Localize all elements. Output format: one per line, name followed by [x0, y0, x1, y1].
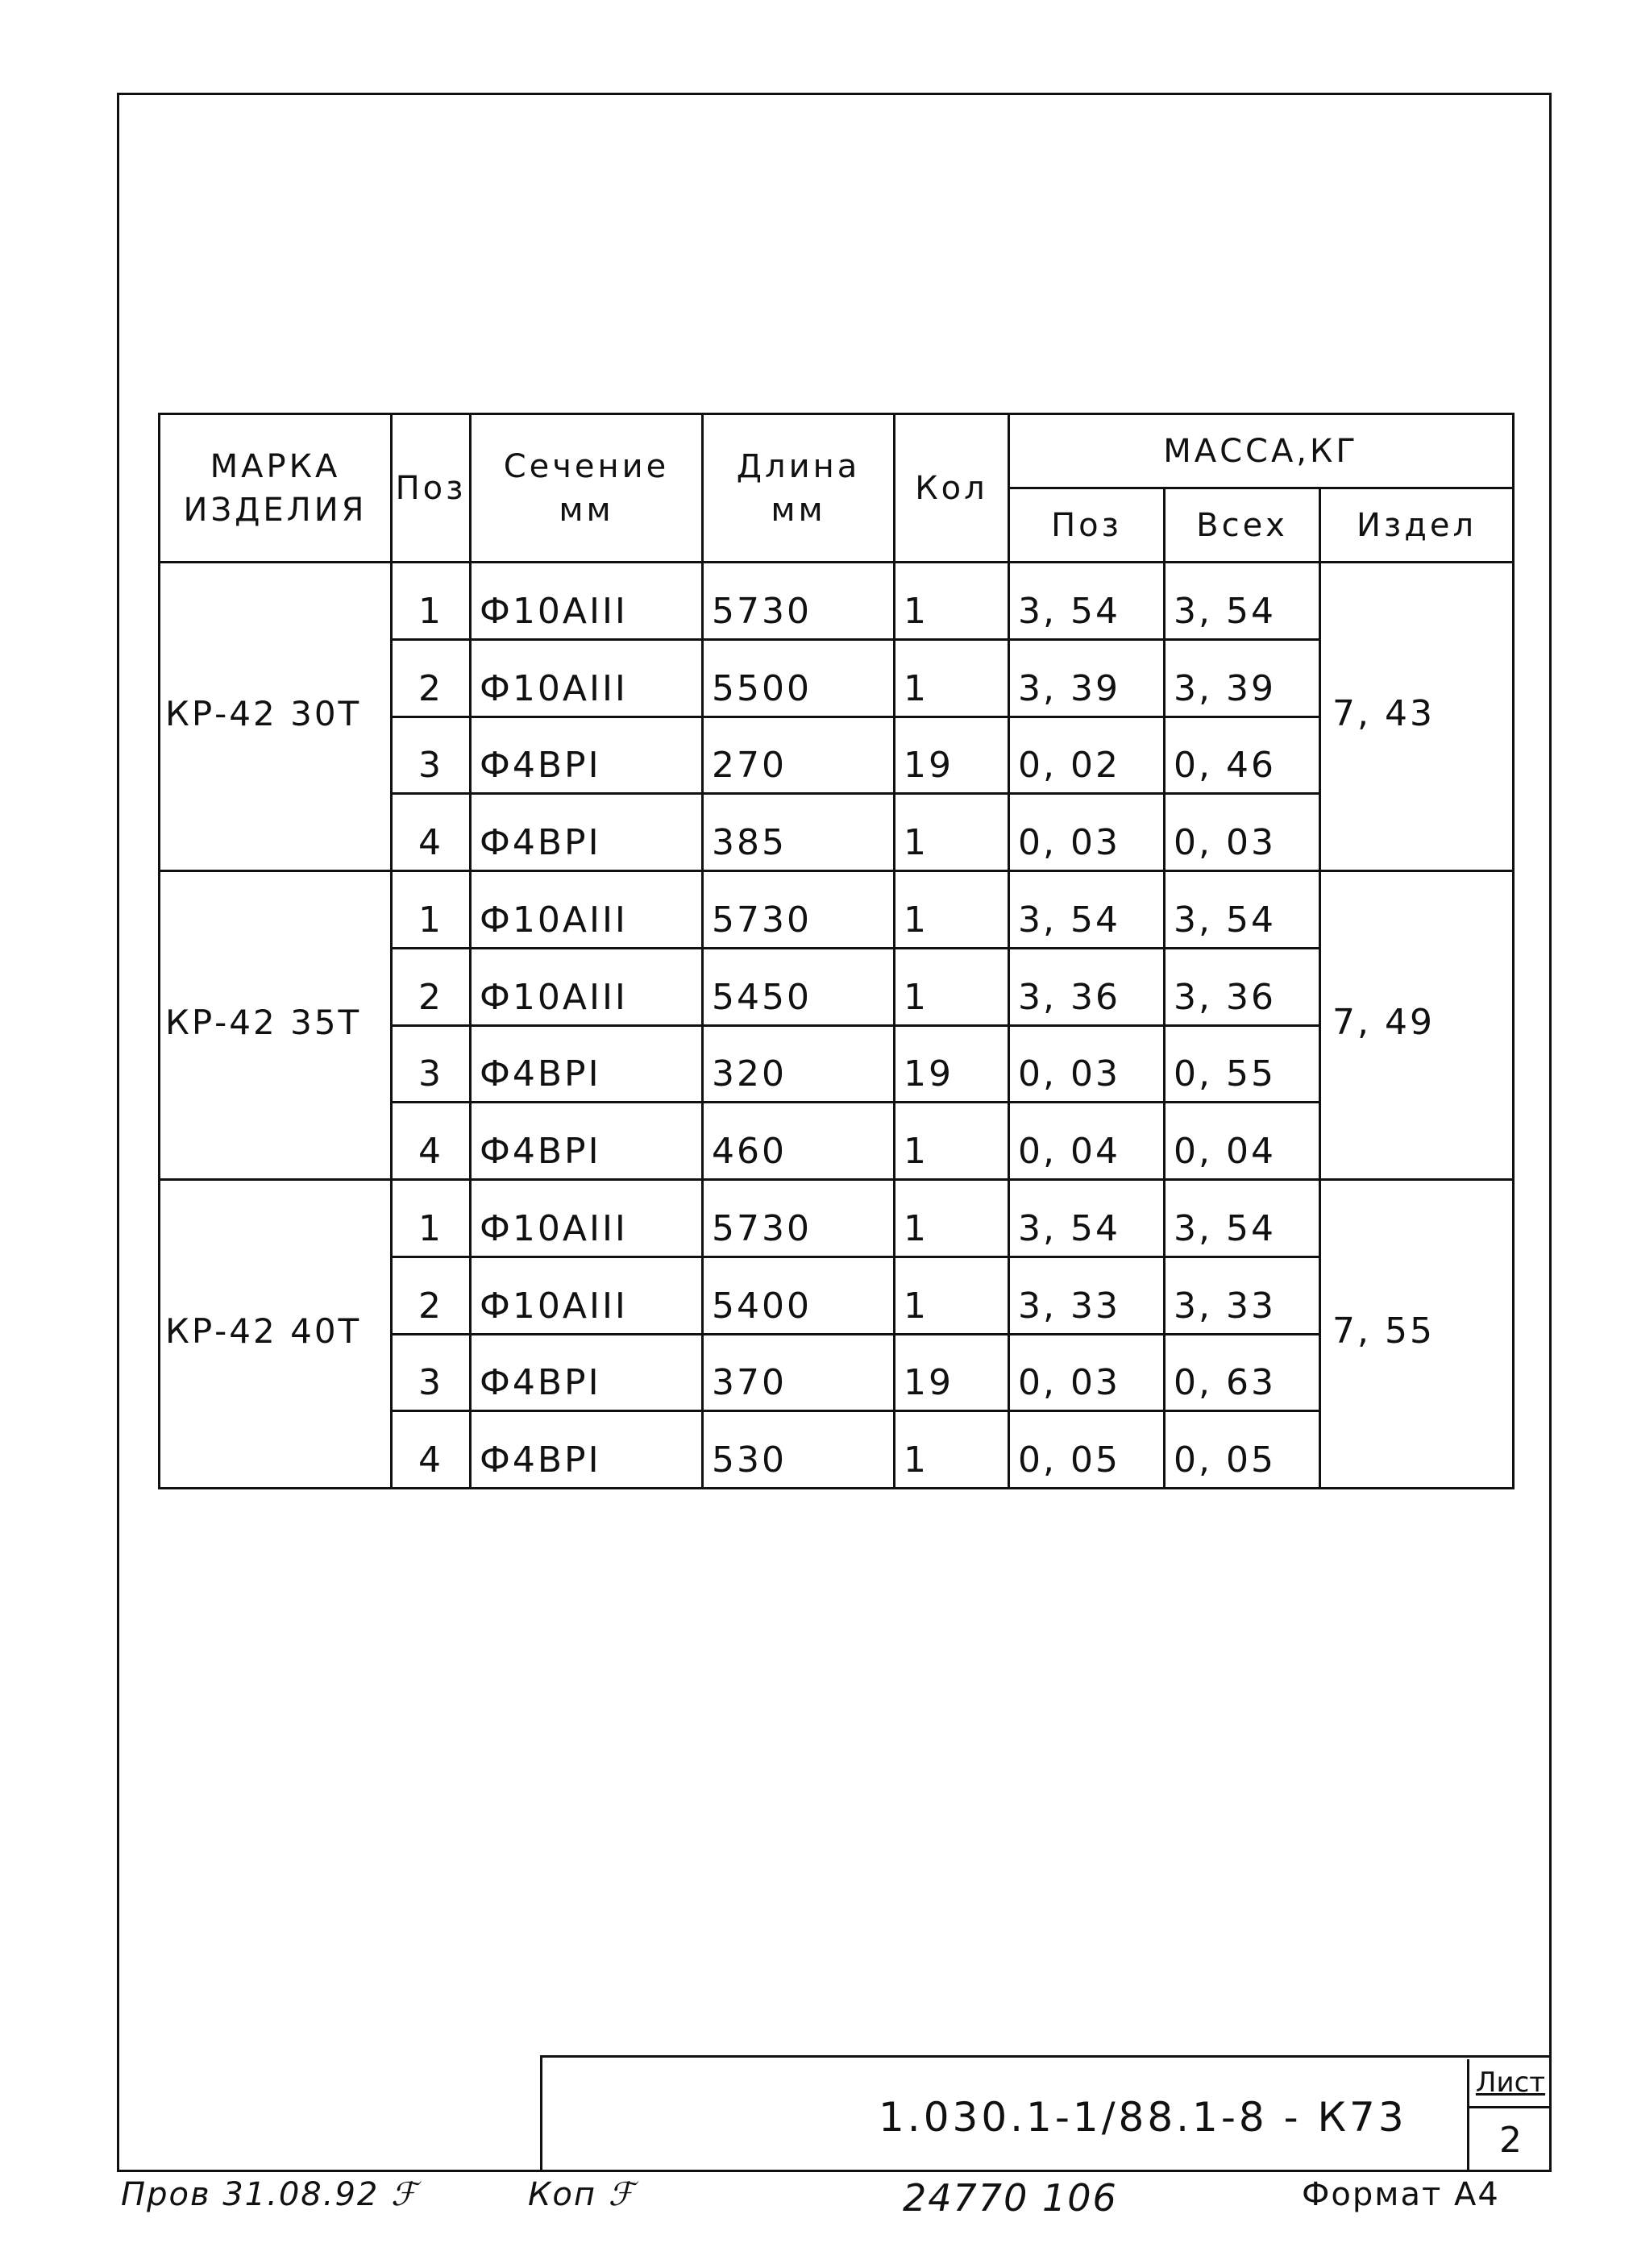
mass-pos-cell: 0, 04 [1009, 1103, 1165, 1180]
qty-cell: 1 [895, 639, 1009, 717]
footer-format: Формат А4 [1302, 2176, 1500, 2213]
sheet-box [1467, 2059, 1552, 2172]
length-cell: 460 [703, 1103, 895, 1180]
mass-all-cell: 3, 33 [1165, 1257, 1320, 1334]
header-mass-pos: Поз [1009, 488, 1165, 563]
pos-cell: 2 [392, 639, 471, 717]
length-cell: 5730 [703, 1180, 895, 1257]
mass-all-cell: 0, 46 [1165, 717, 1320, 794]
checked-text: Пров 31.08.92 [121, 2176, 380, 2213]
mass-all-cell: 3, 39 [1165, 639, 1320, 717]
section-cell: Ф4ВРI [471, 1025, 703, 1103]
sheet-label: Лист [1469, 2059, 1552, 2108]
qty-cell: 19 [895, 717, 1009, 794]
qty-cell: 19 [895, 1025, 1009, 1103]
mass-all-cell: 0, 55 [1165, 1025, 1320, 1103]
qty-cell: 19 [895, 1334, 1009, 1411]
mass-all-cell: 0, 03 [1165, 794, 1320, 871]
pos-cell: 3 [392, 1334, 471, 1411]
table-row [160, 871, 1514, 949]
header-qty: Кол [895, 414, 1009, 563]
header-section: Сечение мм [471, 414, 703, 563]
qty-cell: 1 [895, 1180, 1009, 1257]
footer-copied [528, 2176, 635, 2213]
section-cell: Ф10АIII [471, 639, 703, 717]
mass-pos-cell: 3, 36 [1009, 948, 1165, 1025]
qty-cell: 1 [895, 563, 1009, 640]
section-cell: Ф10АIII [471, 948, 703, 1025]
mass-pos-cell: 3, 54 [1009, 871, 1165, 949]
footer-checked [121, 2176, 418, 2213]
mass-pos-cell: 0, 05 [1009, 1411, 1165, 1489]
header-length: Длина мм [703, 414, 895, 563]
signature-copied: ℱ [608, 2176, 636, 2213]
mass-pos-cell: 3, 33 [1009, 1257, 1165, 1334]
section-cell: Ф4ВРI [471, 717, 703, 794]
pos-cell: 4 [392, 1103, 471, 1180]
pos-cell: 3 [392, 1025, 471, 1103]
section-cell: Ф10АIII [471, 1180, 703, 1257]
mass-all-cell: 3, 54 [1165, 1180, 1320, 1257]
section-cell: Ф10АIII [471, 1257, 703, 1334]
sheet-number: 2 [1499, 2120, 1522, 2161]
pos-cell: 4 [392, 794, 471, 871]
length-cell: 530 [703, 1411, 895, 1489]
length-cell: 5500 [703, 639, 895, 717]
item-mass-cell: 7, 55 [1320, 1180, 1514, 1489]
table-row [160, 1180, 1514, 1257]
length-cell: 5450 [703, 948, 895, 1025]
mass-pos-cell: 3, 54 [1009, 1180, 1165, 1257]
section-cell: Ф4ВРI [471, 794, 703, 871]
header-mass-group: МАССА,КГ [1009, 414, 1514, 488]
pos-cell: 2 [392, 948, 471, 1025]
brand-cell: КР-42 35Т [160, 871, 392, 1180]
length-cell: 370 [703, 1334, 895, 1411]
document-code: 1.030.1-1/88.1-8 - К73 [879, 2094, 1407, 2141]
qty-cell: 1 [895, 871, 1009, 949]
mass-pos-cell: 0, 02 [1009, 717, 1165, 794]
header-mass-item: Издел [1320, 488, 1514, 563]
mass-pos-cell: 3, 54 [1009, 563, 1165, 640]
mass-pos-cell: 0, 03 [1009, 794, 1165, 871]
item-mass-cell: 7, 49 [1320, 871, 1514, 1180]
qty-cell: 1 [895, 1257, 1009, 1334]
mass-all-cell: 3, 36 [1165, 948, 1320, 1025]
pos-cell: 1 [392, 563, 471, 640]
mass-pos-cell: 0, 03 [1009, 1025, 1165, 1103]
footer-inventory: 24770 106 [903, 2176, 1118, 2220]
specification-body [160, 563, 1514, 1489]
signature-checked: ℱ [391, 2176, 418, 2213]
section-cell: Ф4ВРI [471, 1103, 703, 1180]
length-cell: 385 [703, 794, 895, 871]
qty-cell: 1 [895, 1411, 1009, 1489]
mass-all-cell: 3, 54 [1165, 871, 1320, 949]
item-mass-cell: 7, 43 [1320, 563, 1514, 871]
header-brand: МАРКА ИЗДЕЛИЯ [160, 414, 392, 563]
section-cell: Ф4ВРI [471, 1411, 703, 1489]
length-cell: 320 [703, 1025, 895, 1103]
length-cell: 270 [703, 717, 895, 794]
mass-all-cell: 0, 05 [1165, 1411, 1320, 1489]
specification-table [158, 413, 1515, 1489]
pos-cell: 4 [392, 1411, 471, 1489]
pos-cell: 2 [392, 1257, 471, 1334]
pos-cell: 3 [392, 717, 471, 794]
mass-all-cell: 0, 04 [1165, 1103, 1320, 1180]
mass-all-cell: 0, 63 [1165, 1334, 1320, 1411]
copied-text: Коп [528, 2176, 597, 2213]
pos-cell: 1 [392, 1180, 471, 1257]
header-pos: Поз [392, 414, 471, 563]
section-cell: Ф10АIII [471, 563, 703, 640]
brand-cell: КР-42 40Т [160, 1180, 392, 1489]
header-mass-all: Всех [1165, 488, 1320, 563]
mass-pos-cell: 3, 39 [1009, 639, 1165, 717]
section-cell: Ф10АIII [471, 871, 703, 949]
qty-cell: 1 [895, 1103, 1009, 1180]
mass-all-cell: 3, 54 [1165, 563, 1320, 640]
brand-cell: КР-42 30Т [160, 563, 392, 871]
length-cell: 5730 [703, 871, 895, 949]
pos-cell: 1 [392, 871, 471, 949]
mass-pos-cell: 0, 03 [1009, 1334, 1165, 1411]
table-row [160, 563, 1514, 640]
qty-cell: 1 [895, 794, 1009, 871]
length-cell: 5730 [703, 563, 895, 640]
length-cell: 5400 [703, 1257, 895, 1334]
section-cell: Ф4ВРI [471, 1334, 703, 1411]
qty-cell: 1 [895, 948, 1009, 1025]
